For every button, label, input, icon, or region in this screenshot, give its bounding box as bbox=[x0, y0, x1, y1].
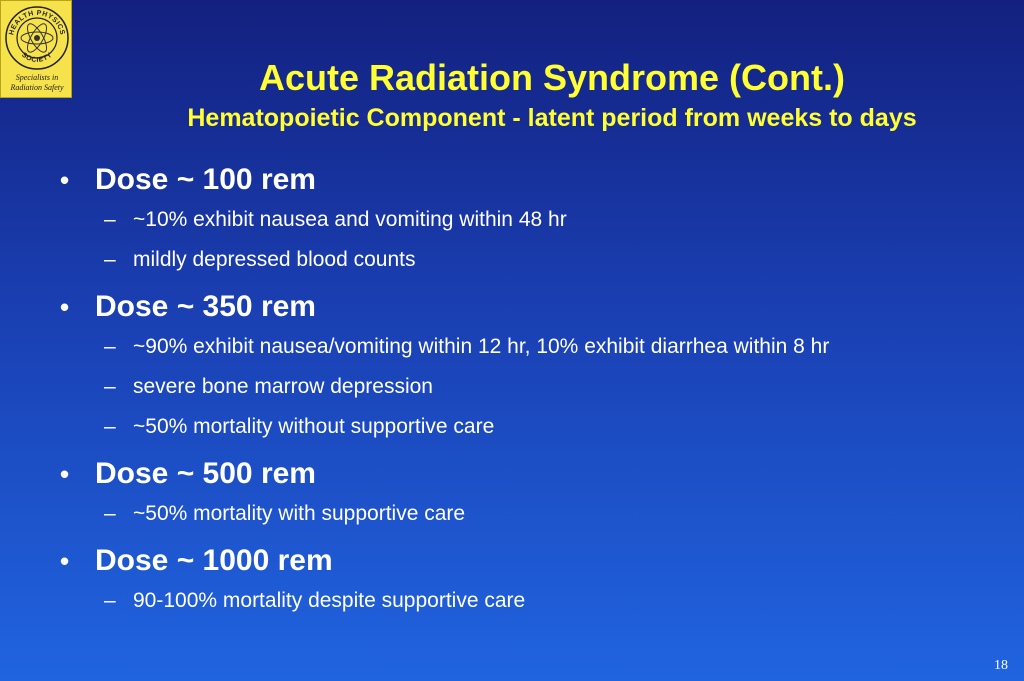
dash-glyph: – bbox=[104, 248, 116, 271]
sub-bullet-item bbox=[60, 367, 1000, 407]
sub-bullet-item bbox=[60, 581, 1000, 621]
bullet-glyph: • bbox=[60, 292, 70, 322]
dash-glyph: – bbox=[104, 335, 116, 358]
slide-subtitle: Hematopoietic Component - latent period from weeks to days bbox=[187, 104, 917, 132]
logo-caption bbox=[1, 73, 73, 93]
bullet-glyph: • bbox=[60, 459, 70, 489]
hps-seal-icon bbox=[3, 3, 71, 73]
dash-glyph: – bbox=[104, 502, 116, 525]
sub-bullet-item bbox=[60, 200, 1000, 240]
sub-bullet-text: 90-100% mortality despite supportive care bbox=[133, 589, 526, 612]
slide-title: Acute Radiation Syndrome (Cont.) bbox=[258, 57, 846, 98]
sub-bullet-item bbox=[60, 327, 1000, 367]
dash-glyph: – bbox=[104, 415, 116, 438]
sub-bullet-text: ~90% exhibit nausea/vomiting within 12 hr, 10% exhibit diarrhea within 8 hr bbox=[133, 335, 830, 358]
sub-bullet-text: ~10% exhibit nausea and vomiting within 48 hr bbox=[133, 208, 567, 231]
logo-ring-text-bottom: SOCIETY bbox=[20, 51, 54, 64]
bullet-text: Dose ~ 350 rem bbox=[95, 290, 316, 323]
dash-glyph: – bbox=[104, 375, 116, 398]
dash-glyph: – bbox=[104, 589, 116, 612]
sub-bullet-text: ~50% mortality without supportive care bbox=[133, 415, 495, 438]
bullet-glyph: • bbox=[60, 546, 70, 576]
logo-ring-text-top: HEALTH PHYSICS bbox=[8, 9, 66, 36]
bullet-text: Dose ~ 100 rem bbox=[95, 163, 316, 196]
logo-caption-line2: Radiation Safety bbox=[10, 83, 64, 92]
logo-caption-line1: Specialists in bbox=[15, 73, 59, 82]
bullet-glyph: • bbox=[60, 165, 70, 195]
dash-glyph: – bbox=[104, 208, 116, 231]
bullet-item bbox=[60, 454, 1000, 494]
sub-bullet-item bbox=[60, 240, 1000, 280]
bullet-item bbox=[60, 160, 1000, 200]
svg-text:SOCIETY bbox=[20, 52, 54, 64]
bullet-text: Dose ~ 500 rem bbox=[95, 457, 316, 490]
bullet-item bbox=[60, 287, 1000, 327]
bullet-text: Dose ~ 1000 rem bbox=[95, 544, 333, 577]
sub-bullet-text: severe bone marrow depression bbox=[133, 375, 433, 398]
sub-bullet-item bbox=[60, 494, 1000, 534]
hps-logo bbox=[0, 0, 72, 98]
sub-bullet-text: mildly depressed blood counts bbox=[133, 248, 416, 271]
bullet-item bbox=[60, 541, 1000, 581]
sub-bullet-text: ~50% mortality with supportive care bbox=[133, 502, 466, 525]
page-number: 18 bbox=[994, 658, 1008, 673]
bullet-list bbox=[60, 160, 1000, 621]
sub-bullet-item bbox=[60, 407, 1000, 447]
